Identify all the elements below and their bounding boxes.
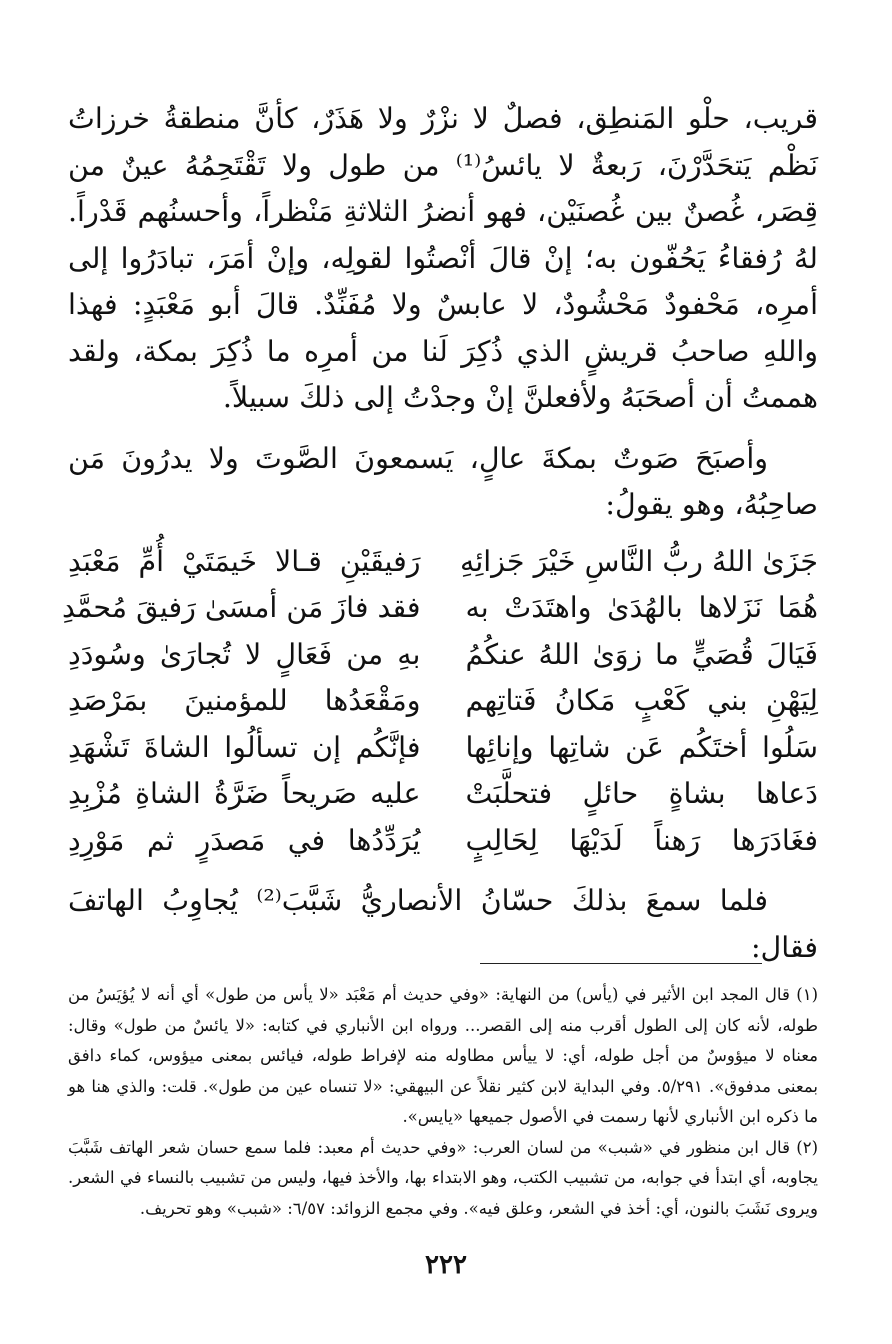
footnote-2: (٢) قال ابن منظور في «شبب» من لسان العرب: «وفي حديث أم معبد: فلما سمع حسان شعر الهاتف شَبَّبَ يجاوبه، أي ابتدأ في جوابه، من تشبيب الكتب، وهو الابتداء بها، والأخذ فيها، وليس من تشبيب بالنساء في الشعر. ويروى نَشَبَ بالنون، أي: أخذ في الشعر، وعلق فيه». وفي مجمع الزوائد: ٦/٥٧: «شبب» وهو تحريف. [68, 1137, 818, 1218]
verse-first-hemistich: هُمَا نَزَلاها بالهُدَىٰ واهتَدَتْ به [465, 591, 818, 624]
verse-first-hemistich: لِيَهْنِ بني كَعْبٍ مَكانُ فَتاتِهم [465, 684, 818, 717]
poem-verse [68, 725, 818, 772]
verse-first-hemistich: فَيَالَ قُصَيٍّ ما زوَىٰ اللهُ عنكُمُ [465, 637, 818, 671]
paragraph-2: وأصبَحَ صَوتٌ بمكةَ عالٍ، يَسمعونَ الصَّوتَ ولا يدرُونَ مَن صاحِبُهُ، وهو يقولُ: [68, 441, 818, 521]
footnote-1: (١) قال المجد ابن الأثير في (يأس) من النهاية: «وفي حديث أم مَعْبَد «لا يأس من طول» أي أنه لا يُؤيَسُ من طوله، لأنه كان إلى الطول أقرب منه إلى القصر... ورواه ابن الأنباري في كتابه: «لا يائسٌ من طول» وقال: معناه لا ميؤوسٌ من أجل طوله، أي: لا ييأس مطاوله منه لإفراط طوله، فيائس بمعنى ميؤوس، كماء دافق بمعنى مدفوق». ٥/٢٩١. وفي البداية لابن كثير نقلاً عن البيهقي: «لا تنساه عين من طول». قلت: والذي هنا هو ما ذكره ابن الأنباري لأنها رسمت في الأصول جميعها «يايس». [68, 985, 818, 1126]
poem-verse [68, 632, 818, 679]
verse-second-hemistich: بهِ من فَعَالٍ لا تُجارَىٰ وسُودَدِ [68, 637, 421, 671]
footnotes [68, 980, 818, 1224]
poem-verse [68, 539, 818, 586]
paragraph-3: فلما سمعَ بذلكَ حسّانُ الأنصاريُّ شَبَّبَ⁽²⁾ يُجاوِبُ الهاتفَ فقال: [68, 884, 818, 964]
page-number: ٢٢٢ [425, 1250, 467, 1280]
verse-first-hemistich: دَعاها بشاةٍ حائلٍ فتحلَّبَتْ [465, 777, 818, 810]
verse-first-hemistich: جَزَىٰ اللهُ ربُّ النَّاسِ خَيْرَ جَزائِهِ [460, 544, 818, 578]
verse-second-hemistich: فإنَّكُم إن تسألُوا الشاةَ تَشْهَدِ [68, 730, 421, 764]
footnote-divider [480, 963, 762, 964]
poem-verse [68, 818, 818, 865]
poem-verse [68, 771, 818, 818]
verse-second-hemistich: فقد فازَ مَن أمسَىٰ رَفيقَ مُحمَّدِ [61, 591, 421, 624]
verse-first-hemistich: سَلُوا أختَكُم عَن شاتِها وإنائِها [465, 730, 818, 764]
verse-second-hemistich: يُرَدِّدُها في مَصدَرٍ ثم مَوْرِدِ [68, 823, 421, 857]
verse-second-hemistich: ومَقْعَدُها للمؤمنينَ بمَرْصَدِ [68, 684, 421, 717]
poem [61, 539, 818, 865]
paragraph-1: قريب، حلْو المَنطِق، فصلٌ لا نزْرٌ ولا هَذَرٌ، كأنَّ منطقةُ خرزاتُ نَظْم يَتحَدَّرْنَ، رَبعةٌ لا يائسُ⁽¹⁾ من طول ولا تَقْتَحِمُهُ عينٌ من قِصَر، غُصنٌ بين غُصنَيْن، فهو أنضرُ الثلاثةِ مَنْظراً، وأحسنُهم قَدْراً. لهُ رُفقاءُ يَحُفّون به؛ إنْ قالَ أنْصتُوا لقولِه، وإنْ أمَرَ، تبادَرُوا إلى أمرِه، مَحْفودٌ مَحْشُودٌ، لا عابسٌ ولا مُفَنِّدٌ. قالَ أبو مَعْبَدٍ: فهذا واللهِ صاحبُ قريشٍ الذي ذُكِرَ لَنا من أمرِه ما ذُكِرَ بمكة، ولقد هممتُ أن أصحَبَهُ ولأفعلنَّ إنْ وجدْتُ إلى ذلكَ سبيلاً. [68, 102, 819, 414]
verse-second-hemistich: رَفيقَيْنِ قـالا خَيمَتَيْ أُمِّ مَعْبَدِ [68, 544, 421, 578]
poem-verse [68, 678, 818, 725]
poem-verse [61, 585, 818, 632]
main-text [61, 96, 819, 971]
verse-second-hemistich: عليه صَريحاً ضَرَّةُ الشاةِ مُزْبِدِ [68, 777, 421, 810]
verse-first-hemistich: فغَادَرَها رَهناً لَدَيْهَا لِحَالِبٍ [465, 823, 818, 857]
